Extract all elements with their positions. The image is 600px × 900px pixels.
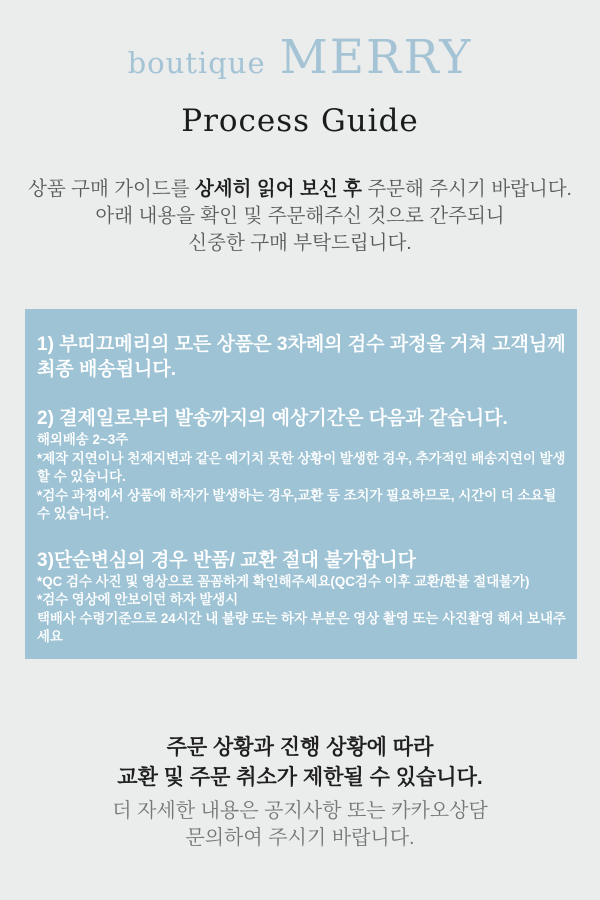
notice-item-1-heading — [37, 332, 566, 382]
notice-item-3-sub-3: 택배사 수령기준으로 24시간 내 불량 또는 하자 부분은 영상 촬영 또는 사진촬영 해서 보내주세요 — [37, 610, 566, 644]
spacer — [37, 382, 566, 406]
notice-item-2-sub-2: *제작 지연이나 천재지변과 같은 예기치 못한 상황이 발생한 경우, 추가적인 배송지연이 발생할 수 있습니다. — [37, 450, 566, 484]
notice-item-1-post: 을 거쳐 고객님께 최종 배송됩니다. — [37, 334, 566, 380]
footer-gray-line1: 더 자세한 내용은 공지사항 또는 카카오상담 — [112, 800, 488, 822]
brand-prefix: boutique — [127, 46, 266, 80]
footer-bold-line1: 주문 상황과 진행 상황에 따라 — [166, 736, 434, 759]
notice-item-3-sub-1: *QC 검수 사진 및 영상으로 꼼꼼하게 확인해주세요(QC검수 이후 교환/환불 절대불가) — [37, 573, 530, 589]
intro-line1-pre: 상품 구매 가이드를 — [28, 178, 195, 200]
notice-box — [25, 309, 577, 659]
notice-item-2-post: 은 다음과 같습니다. — [345, 408, 508, 429]
notice-item-1-pre: 1) 부띠끄메리의 모든 상품은 — [37, 334, 277, 355]
notice-item-3-heading: 3)단순변심의 경우 반품/ 교환 절대 불가합니다 — [37, 549, 416, 571]
footer-gray-line2: 문의하여 주시기 바랍니다. — [185, 827, 415, 849]
intro-line1-bold: 상세히 읽어 보신 후 — [194, 178, 362, 200]
spacer — [37, 524, 566, 548]
intro-paragraph — [0, 176, 600, 257]
intro-line1-post: 주문해 주시기 바랍니다. — [361, 178, 572, 200]
intro-line2: 아래 내용을 확인 및 주문해주신 것으로 간주되니 — [95, 205, 505, 227]
notice-item-3-sub-2: *검수 영상에 안보이던 하자 발생시 — [37, 592, 239, 607]
notice-item-2-sub-1: 해외배송 2~3주 — [37, 432, 129, 447]
footer-bold-line2: 교환 및 주문 취소가 제한될 수 있습니다. — [117, 766, 483, 789]
brand-logo — [0, 30, 600, 85]
footer-notice — [0, 733, 600, 852]
brand-name: MERRY — [279, 30, 473, 85]
notice-item-2-heading — [37, 406, 566, 431]
notice-item-2-bold: 예상기간 — [271, 408, 346, 429]
page-title: Process Guide — [181, 103, 419, 139]
intro-line3: 신중한 구매 부탁드립니다. — [188, 232, 412, 254]
notice-item-2-sub-3: *검수 과정에서 상품에 하자가 발생하는 경우,교환 등 조치가 필요하므로, 시간이 더 소요될 수 있습니다. — [37, 487, 557, 521]
notice-item-2-pre: 2) 결제일로부터 발송까지의 — [37, 408, 272, 429]
notice-item-1-bold: 3차례의 검수 과정 — [276, 334, 427, 355]
